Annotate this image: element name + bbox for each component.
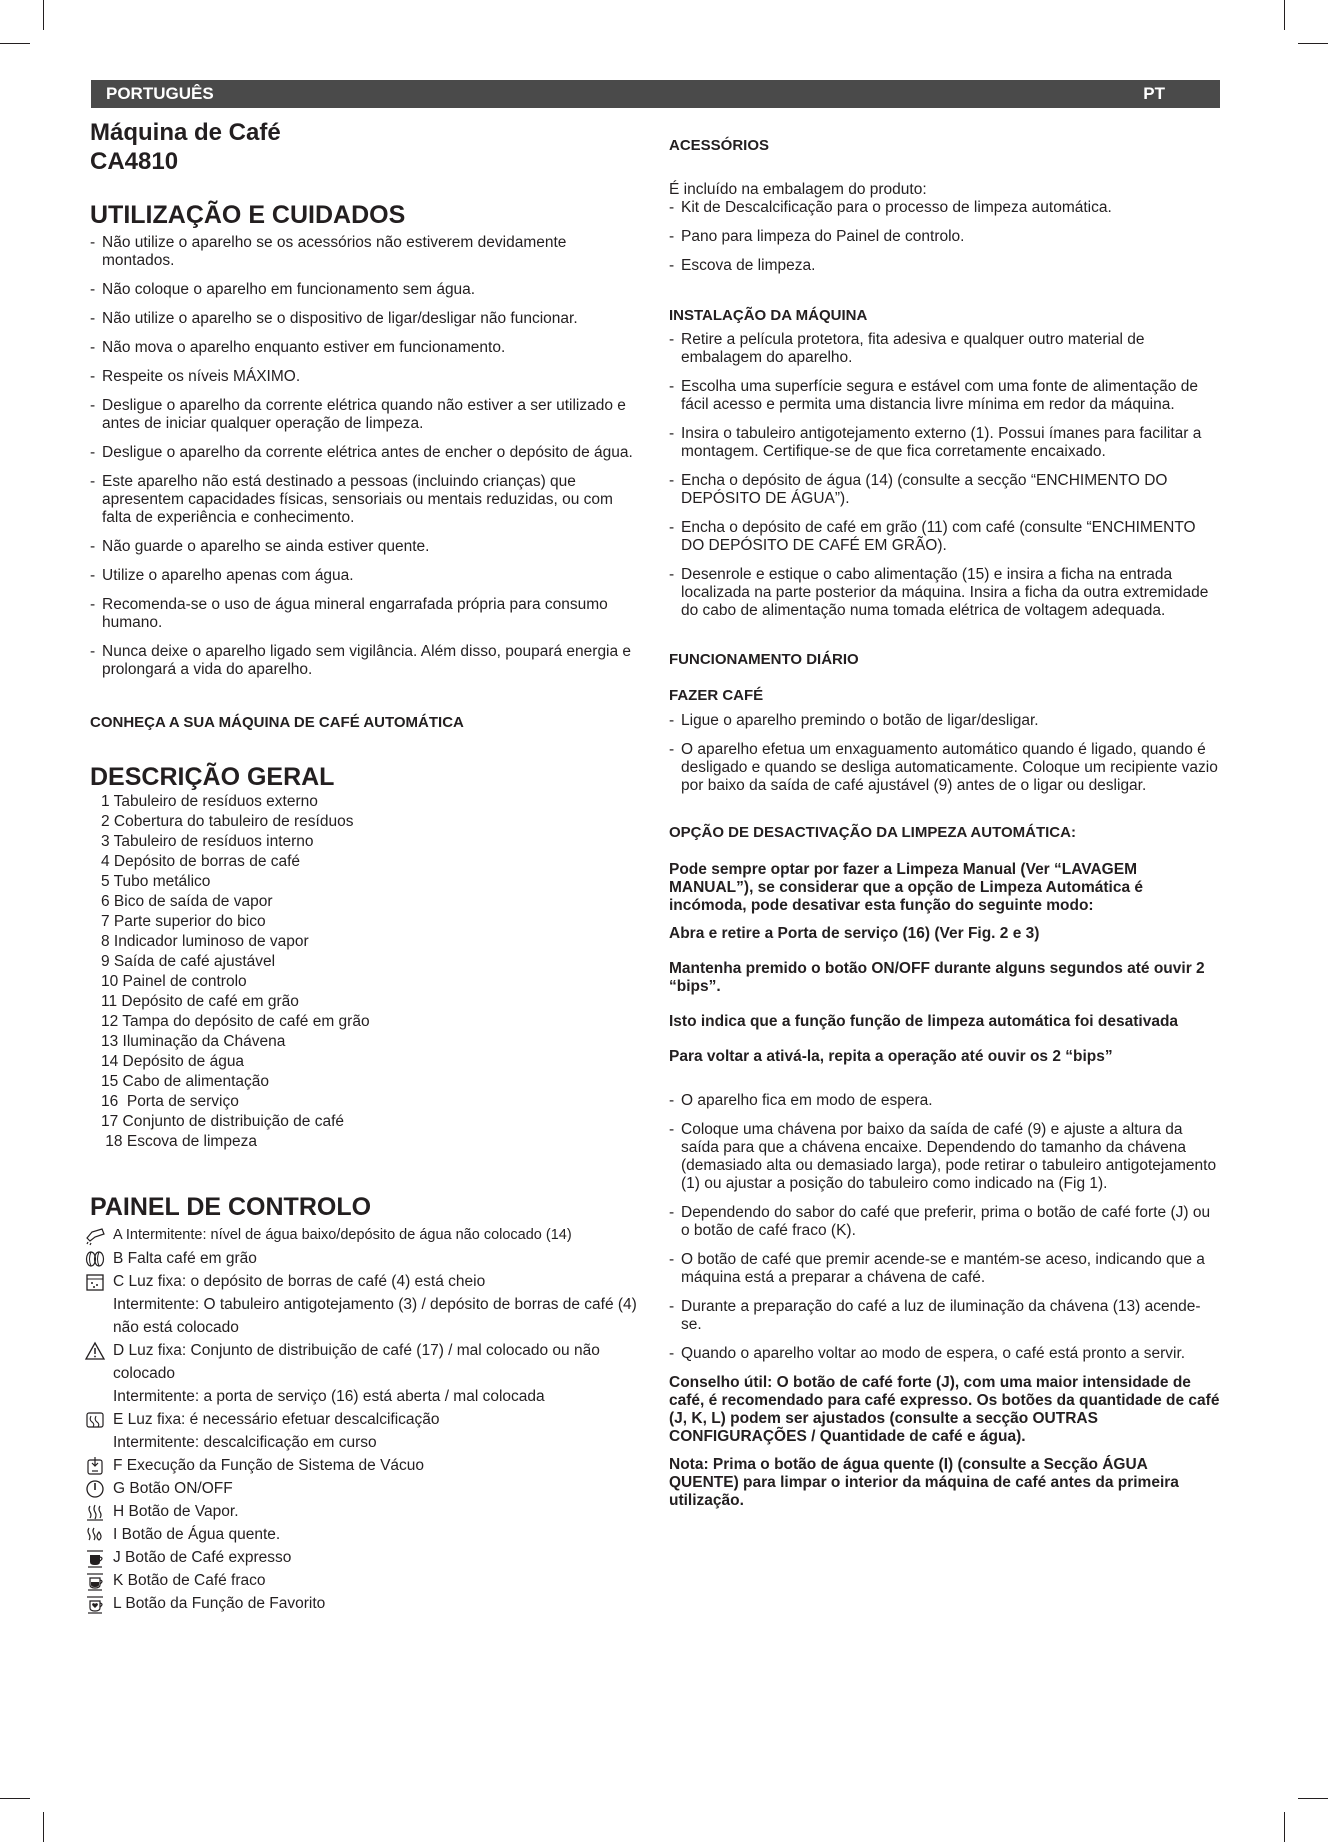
list-item: - Kit de Descalcificação para o processo de limpeza automática. [669, 199, 1221, 217]
list-item: - Pano para limpeza do Painel de controlo. [669, 228, 1221, 246]
panel-item-l [90, 1592, 640, 1615]
panel-item-text: J Botão de Café expresso [113, 1549, 292, 1566]
panel-item-text: F Execução da Função de Sistema de Vácuo [113, 1457, 425, 1474]
part-item: 8 Indicador luminoso de vapor [101, 933, 309, 950]
list-item: - Escolha uma superfície segura e estável com uma fonte de alimentação de fácil acesso e permita uma distancia livre mínima em redor da máquina. [669, 378, 1221, 414]
favorite-cup-icon [84, 1594, 106, 1614]
list-item: - Encha o depósito de café em grão (11) com café (consulte “ENCHIMENTO DO DEPÓSITO DE CAFÉ EM GRÃO). [669, 519, 1221, 555]
daily-list [669, 712, 1221, 795]
know-heading: CONHEÇA A SUA MÁQUINA DE CAFÉ AUTOMÁTICA [90, 714, 464, 731]
list-item: - Dependendo do sabor do café que preferir, prima o botão de café forte (J) ou o botão de café fraco (K). [669, 1204, 1221, 1240]
panel-item-i [90, 1523, 640, 1546]
installation-list [669, 331, 1221, 620]
language-header-bar [91, 80, 1220, 108]
accessories-heading: ACESSÓRIOS [669, 137, 770, 154]
list-item: - Ligue o aparelho premindo o botão de ligar/desligar. [669, 712, 1221, 730]
panel-item-text: C Luz fixa: o depósito de borras de café (4) está cheio [113, 1273, 486, 1290]
part-item: 4 Depósito de borras de café [101, 853, 301, 870]
language-name: PORTUGUÊS [106, 84, 214, 103]
panel-heading: PAINEL DE CONTROLO [90, 1193, 372, 1221]
part-item: 7 Parte superior do bico [101, 913, 266, 930]
panel-item-a [90, 1224, 640, 1247]
hot-water-icon [84, 1525, 106, 1545]
panel-item-text: E Luz fixa: é necessário efetuar descalcificação [113, 1411, 440, 1428]
crop-mark [43, 0, 44, 30]
right-column [669, 118, 1221, 1510]
descale-icon [84, 1410, 106, 1430]
autoclean-paragraph: Mantenha premido o botão ON/OFF durante alguns segundos até ouvir 2 “bips”. [669, 960, 1205, 995]
make-coffee-heading: FAZER CAFÉ [669, 687, 764, 704]
note: Nota: Prima o botão de água quente (I) (consulte a Secção ÁGUA QUENTE) para limpar o interior da máquina de café antes da primeira utilização. [669, 1456, 1179, 1509]
list-item: - Desligue o aparelho da corrente elétrica antes de encher o depósito de água. [90, 444, 640, 462]
part-item: 5 Tubo metálico [101, 873, 211, 890]
autoclean-paragraph: Isto indica que a função função de limpeza automática foi desativada [669, 1013, 1179, 1030]
list-item: - Coloque uma chávena por baixo da saída de café (9) e ajuste a altura da saída para que a chávena encaixe. Dependendo do tamanho da chávena (demasiado alta ou demasiado larga), pode retirar o tabuleiro antigotejamento (1) ou ajustar a posição do tabuleiro como indicado na (Fig 1). [669, 1121, 1221, 1193]
vacuum-icon [84, 1456, 106, 1476]
panel-item-h [90, 1500, 640, 1523]
part-item: 14 Depósito de água [101, 1053, 245, 1070]
panel-item-f [90, 1454, 640, 1477]
parts-list [90, 792, 640, 1152]
panel-item-d [90, 1339, 640, 1408]
list-item: - Escova de limpeza. [669, 257, 1221, 275]
crop-mark [1298, 1798, 1328, 1799]
water-tap-icon [84, 1226, 106, 1246]
steam-icon [84, 1502, 106, 1522]
product-model: CA4810 [90, 148, 179, 175]
part-item: 13 Iluminação da Chávena [101, 1033, 286, 1050]
list-item: - Não utilize o aparelho se o dispositivo de ligar/desligar não funcionar. [90, 310, 640, 328]
part-item: 1 Tabuleiro de resíduos externo [101, 793, 318, 810]
useful-tip: Conselho útil: O botão de café forte (J), com uma maior intensidade de café, é recomendado para café expresso. Os botões da quantidade de café (J, K, L) podem ser ajustados (consulte a secção OUTRAS CONFIGURAÇÕES / Quantidade de café e água). [669, 1374, 1220, 1445]
accessories-list [669, 199, 1221, 275]
panel-item-text: D Luz fixa: Conjunto de distribuição de café (17) / mal colocado ou não colocado [113, 1342, 600, 1382]
crop-mark [43, 1812, 44, 1842]
part-item: 6 Bico de saída de vapor [101, 893, 273, 910]
panel-item-c [90, 1270, 640, 1339]
part-item: 16 Porta de serviço [101, 1093, 239, 1110]
list-item: - Não guarde o aparelho se ainda estiver quente. [90, 538, 640, 556]
usage-heading: UTILIZAÇÃO E CUIDADOS [90, 201, 406, 229]
panel-item-text: Intermitente: O tabuleiro antigotejamento (3) / depósito de borras de café (4) não está colocado [113, 1296, 637, 1336]
part-item: 3 Tabuleiro de resíduos interno [101, 833, 314, 850]
crop-mark [1284, 0, 1285, 30]
list-item: - O aparelho fica em modo de espera. [669, 1092, 1221, 1110]
installation-heading: INSTALAÇÃO DA MÁQUINA [669, 307, 868, 324]
panel-item-text: H Botão de Vapor. [113, 1503, 239, 1520]
usage-list [90, 234, 640, 679]
list-item: - Durante a preparação do café a luz de iluminação da chávena (13) acende-se. [669, 1298, 1221, 1334]
panel-item-text: L Botão da Função de Favorito [113, 1595, 326, 1612]
panel-item-b [90, 1247, 640, 1270]
list-item: - Não mova o aparelho enquanto estiver em funcionamento. [90, 339, 640, 357]
list-item: - Desenrole e estique o cabo alimentação (15) e insira a ficha na entrada localizada na parte posterior da máquina. Insira a ficha da outra extremidade do cabo de alimentação numa tomada elétrica de voltagem adequada. [669, 566, 1221, 620]
panel-item-k [90, 1569, 640, 1592]
panel-item-text: Intermitente: descalcificação em curso [113, 1434, 377, 1451]
part-item: 9 Saída de café ajustável [101, 953, 276, 970]
description-heading: DESCRIÇÃO GERAL [90, 763, 335, 791]
list-item: - O aparelho efetua um enxaguamento automático quando é ligado, quando é desligado e quando se desliga automaticamente. Coloque um recipiente vazio por baixo da saída de café ajustável (9) antes de o ligar ou desligar. [669, 741, 1221, 795]
crop-mark [1284, 1812, 1285, 1842]
panel-item-text: Intermitente: a porta de serviço (16) está aberta / mal colocada [113, 1388, 545, 1405]
list-item: - Respeite os níveis MÁXIMO. [90, 368, 640, 386]
part-item: 17 Conjunto de distribuição de café [101, 1113, 344, 1130]
power-icon [84, 1479, 106, 1499]
part-item: 12 Tampa do depósito de café em grão [101, 1013, 370, 1030]
panel-item-text: A Intermitente: nível de água baixo/depósito de água não colocado (14) [113, 1227, 572, 1243]
list-item: - Não coloque o aparelho em funcionamento sem água. [90, 281, 640, 299]
autoclean-paragraph: Para voltar a ativá-la, repita a operação até ouvir os 2 “bips” [669, 1048, 1113, 1065]
part-item: 11 Depósito de café em grão [101, 993, 299, 1010]
autoclean-heading: OPÇÃO DE DESACTIVAÇÃO DA LIMPEZA AUTOMÁTICA: [669, 824, 1076, 841]
panel-item-g [90, 1477, 640, 1500]
panel-item-j [90, 1546, 640, 1569]
accessories-intro: É incluído na embalagem do produto: [669, 181, 927, 198]
list-item: - Insira o tabuleiro antigotejamento externo (1). Possui ímanes para facilitar a montagem. Certifique-se de que fica corretamente encaixado. [669, 425, 1221, 461]
list-item: - Nunca deixe o aparelho ligado sem vigilância. Além disso, poupará energia e prolongará a vida do aparelho. [90, 643, 640, 679]
crop-mark [0, 1798, 30, 1799]
product-name: Máquina de Café [90, 119, 281, 146]
list-item: - Retire a película protetora, fita adesiva e qualquer outro material de embalagem do aparelho. [669, 331, 1221, 367]
autoclean-paragraph: Abra e retire a Porta de serviço (16) (Ver Fig. 2 e 3) [669, 925, 1040, 942]
panel-item-text: I Botão de Água quente. [113, 1526, 281, 1543]
part-item: 15 Cabo de alimentação [101, 1073, 270, 1090]
mild-coffee-cup-icon [84, 1571, 106, 1591]
product-title [90, 118, 640, 176]
panel-item-e [90, 1408, 640, 1454]
daily-heading: FUNCIONAMENTO DIÁRIO [669, 651, 859, 668]
list-item: - O botão de café que premir acende-se e mantém-se aceso, indicando que a máquina está a preparar a chávena de café. [669, 1251, 1221, 1287]
left-column [90, 118, 640, 1615]
list-item: - Encha o depósito de água (14) (consulte a secção “ENCHIMENTO DO DEPÓSITO DE ÁGUA”). [669, 472, 1221, 508]
espresso-cup-icon [84, 1548, 106, 1568]
list-item: - Este aparelho não está destinado a pessoas (incluindo crianças) que apresentem capacidades físicas, sensoriais ou mentais reduzidas, ou com falta de experiência e conhecimento. [90, 473, 640, 527]
coffee-bean-icon [84, 1249, 106, 1269]
panel-item-text: K Botão de Café fraco [113, 1572, 266, 1589]
list-item: - Utilize o aparelho apenas com água. [90, 567, 640, 585]
warning-icon [84, 1341, 106, 1361]
brew-list [669, 1092, 1221, 1363]
part-item: 10 Painel de controlo [101, 973, 247, 990]
crop-mark [0, 43, 30, 44]
language-code: PT [1143, 84, 1165, 103]
part-item: 18 Escova de limpeza [101, 1133, 257, 1150]
list-item: - Desligue o aparelho da corrente elétrica quando não estiver a ser utilizado e antes de iniciar qualquer operação de limpeza. [90, 397, 640, 433]
part-item: 2 Cobertura do tabuleiro de resíduos [101, 813, 354, 830]
autoclean-paragraph: Pode sempre optar por fazer a Limpeza Manual (Ver “LAVAGEM MANUAL”), se considerar que a opção de Limpeza Automática é incómoda, pode desativar esta função do seguinte modo: [669, 861, 1143, 914]
panel-item-text: B Falta café em grão [113, 1250, 257, 1267]
grounds-container-icon [84, 1272, 106, 1292]
panel-item-text: G Botão ON/OFF [113, 1480, 233, 1497]
crop-mark [1298, 43, 1328, 44]
list-item: - Recomenda-se o uso de água mineral engarrafada própria para consumo humano. [90, 596, 640, 632]
list-item: - Quando o aparelho voltar ao modo de espera, o café está pronto a servir. [669, 1345, 1221, 1363]
list-item: - Não utilize o aparelho se os acessórios não estiverem devidamente montados. [90, 234, 640, 270]
